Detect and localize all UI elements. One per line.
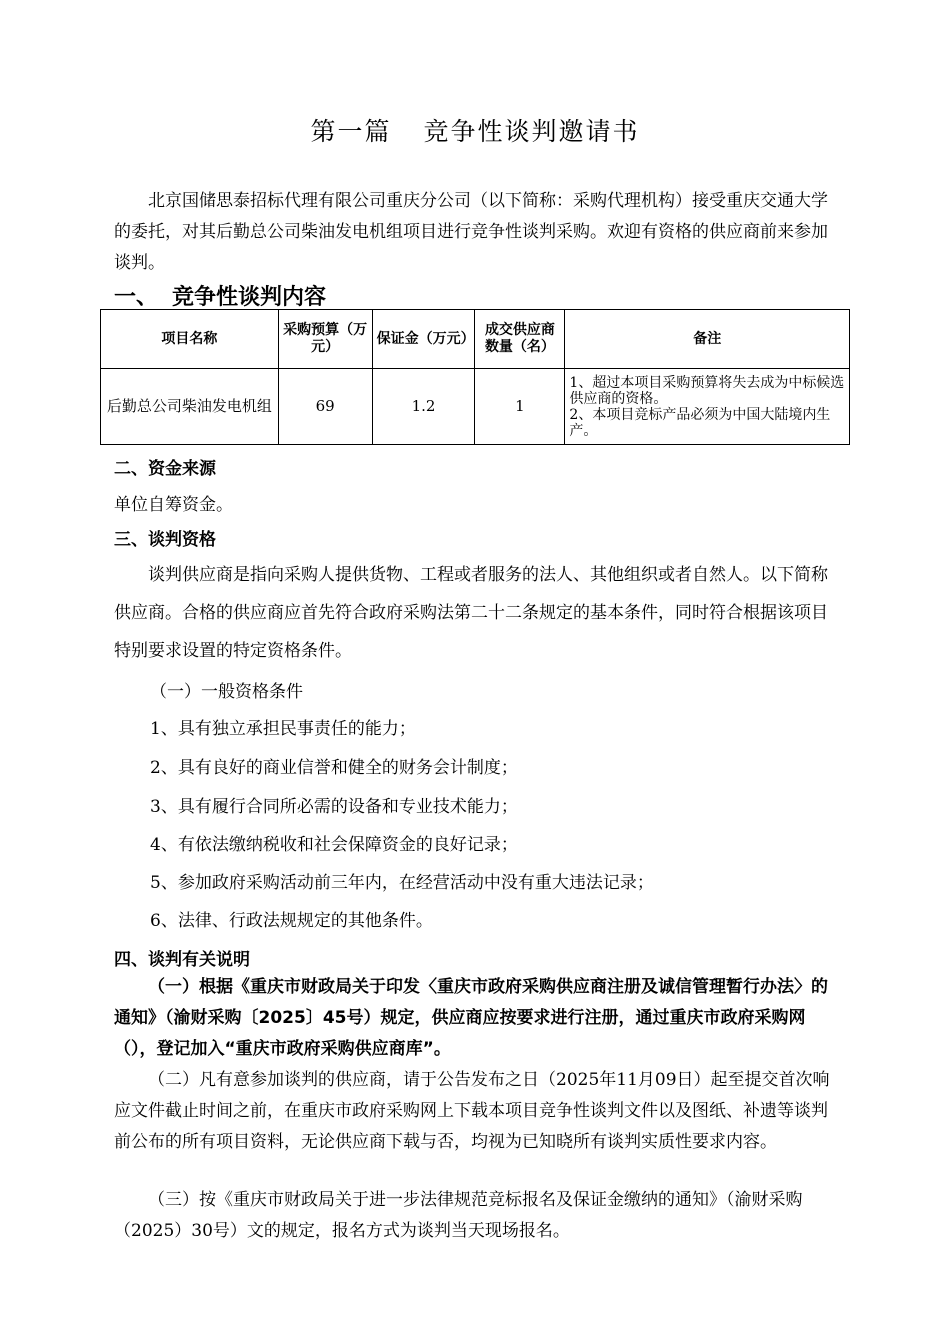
section-4-para-3: （三）按《重庆市财政局关于进一步法律规范竞标报名及保证金缴纳的通知》（渝财采购（2025）30号）文的规定，报名方式为谈判当天现场报名。: [114, 1190, 803, 1241]
table-row: [101, 369, 850, 445]
header-supplier-count: 成交供应商数量（名）: [475, 310, 565, 369]
section-1-heading: [114, 280, 326, 311]
header-remarks: 备注: [565, 310, 850, 369]
list-item: 6、法律、行政法规规定的其他条件。: [150, 911, 433, 931]
section-2-heading: 二、资金来源: [114, 459, 216, 479]
table-header-row: [101, 310, 850, 369]
cell-deposit: 1.2: [372, 369, 475, 445]
title-part-number: 第一篇: [310, 117, 392, 146]
header-budget: 采购预算（万元）: [278, 310, 372, 369]
section-3-text: 谈判供应商是指向采购人提供货物、工程或者服务的法人、其他组织或者自然人。以下简称供应商。合格的供应商应首先符合政府采购法第二十二条规定的基本条件，同时符合根据该项目特别要求设置的特定资格条件。: [114, 565, 828, 661]
section-3-heading: 三、谈判资格: [114, 530, 216, 550]
general-qualification-heading: （一）一般资格条件: [150, 682, 303, 702]
intro-paragraph: 北京国储思泰招标代理有限公司重庆分公司（以下简称：采购代理机构）接受重庆交通大学的委托，对其后勤总公司柴油发电机组项目进行竞争性谈判采购。欢迎有资格的供应商前来参加谈判。: [114, 191, 828, 273]
remark-1: 1、超过本项目采购预算将失去成为中标候选供应商的资格。: [569, 374, 845, 407]
section-4-para-1: （一）根据《重庆市财政局关于印发〈重庆市政府采购供应商注册及诚信管理暂行办法〉的通知》（渝财采购〔2025〕45号）规定，供应商应按要求进行注册，通过重庆市政府采购网（），登记加入“重庆市政府采购供应商库”。: [114, 977, 828, 1059]
header-deposit: 保证金（万元）: [372, 310, 475, 369]
header-project-name: 项目名称: [101, 310, 279, 369]
title-text: 竞争性谈判邀请书: [423, 117, 640, 146]
list-item: 4、有依法缴纳税收和社会保障资金的良好记录；: [150, 835, 518, 855]
list-item: 2、具有良好的商业信誉和健全的财务会计制度；: [150, 758, 518, 778]
section-4-para-2: （二）凡有意参加谈判的供应商，请于公告发布之日（2025年11月09日）起至提交首次响应文件截止时间之前，在重庆市政府采购网上下载本项目竞争性谈判文件以及图纸、补遗等谈判前公布的所有项目资料，无论供应商下载与否，均视为已知晓所有谈判实质性要求内容。: [114, 1070, 830, 1152]
negotiation-content-table: [100, 309, 850, 445]
cell-remarks: [565, 369, 850, 445]
cell-project-name: 后勤总公司柴油发电机组: [101, 369, 279, 445]
list-item: 3、具有履行合同所必需的设备和专业技术能力；: [150, 797, 518, 817]
section-2-text: 单位自筹资金。: [114, 495, 233, 515]
page-title: [0, 112, 950, 148]
cell-supplier-count: 1: [475, 369, 565, 445]
remark-2: 2、本项目竞标产品必须为中国大陆境内生产。: [569, 406, 831, 439]
list-item: 1、具有独立承担民事责任的能力；: [150, 719, 416, 739]
section-4-heading: 四、谈判有关说明: [114, 950, 250, 970]
section-1-label: 竞争性谈判内容: [172, 285, 327, 310]
section-1-number: 一、: [114, 285, 159, 310]
cell-budget: 69: [278, 369, 372, 445]
list-item: 5、参加政府采购活动前三年内，在经营活动中没有重大违法记录；: [150, 873, 654, 893]
